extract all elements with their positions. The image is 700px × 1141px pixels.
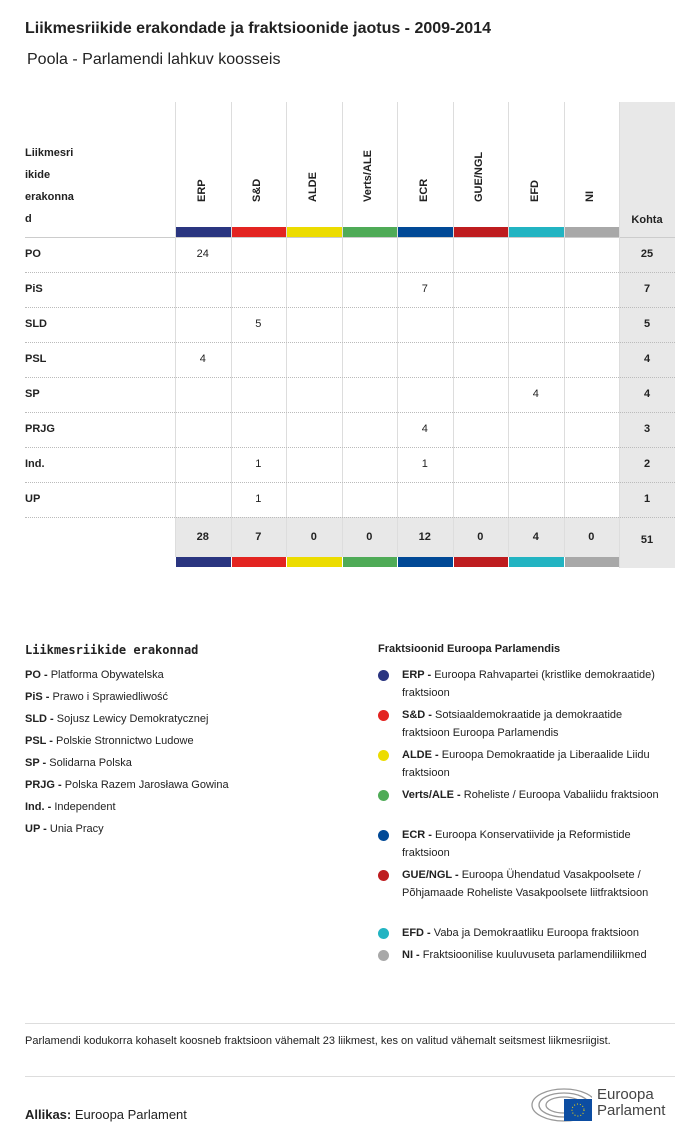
column-total: 0 xyxy=(310,531,317,543)
legend-abbr: ALDE - xyxy=(402,749,439,761)
table-cell: 4 xyxy=(532,388,539,400)
row-party: PRJG xyxy=(25,423,55,435)
legend-party-item xyxy=(25,732,194,750)
grand-total: 51 xyxy=(640,534,654,546)
column-divider xyxy=(286,102,287,557)
legend-name: Polska Razem Jarosława Gowina xyxy=(64,779,229,791)
group-header-2: ALDE xyxy=(306,172,319,202)
table-cell: 1 xyxy=(255,458,262,470)
row-total: 7 xyxy=(643,283,651,295)
legend-abbr: PO - xyxy=(25,669,48,681)
distribution-table xyxy=(25,102,675,568)
column-total: 0 xyxy=(366,531,373,543)
row-header-line: Liikmesri xyxy=(25,147,74,159)
column-total: 12 xyxy=(418,531,431,543)
group-color-dot xyxy=(378,710,389,721)
group-header-4: ECR xyxy=(417,178,430,202)
legend-name: Sojusz Lewicy Demokratycznej xyxy=(56,713,209,725)
legend-groups-title: Fraktsioonid Euroopa Parlamendis xyxy=(378,643,561,655)
legend-name: Euroopa Demokraatide ja Liberaalide Liidu fraktsioon xyxy=(402,749,650,779)
row-total: 5 xyxy=(643,318,651,330)
group-color-bar-bottom xyxy=(398,557,453,567)
legend-name: Polskie Stronnictwo Ludowe xyxy=(55,735,194,747)
table-cell: 5 xyxy=(255,318,262,330)
legend-group-item xyxy=(402,666,672,702)
table-cell: 7 xyxy=(421,283,428,295)
row-divider xyxy=(25,517,675,518)
logo-line-2: Parlament xyxy=(597,1102,666,1119)
column-total: 0 xyxy=(588,531,595,543)
legend-abbr: PiS - xyxy=(25,691,50,703)
table-cell: 24 xyxy=(196,248,209,260)
legend-abbr: ECR - xyxy=(402,829,432,841)
total-header: Kohta xyxy=(631,214,663,226)
row-header-line: d xyxy=(25,213,32,225)
row-divider xyxy=(25,307,675,308)
legend-name: Euroopa Ühendatud Vasakpoolsete / Põhjamaade Roheliste Vasakpoolsete liitfraktsioon xyxy=(402,869,649,899)
group-color-dot xyxy=(378,950,389,961)
legend-name: Euroopa Konservatiivide ja Reformistide fraktsioon xyxy=(402,829,631,859)
legend-abbr: S&D - xyxy=(402,709,432,721)
row-total: 25 xyxy=(640,248,654,260)
column-divider xyxy=(175,102,176,557)
row-total: 1 xyxy=(643,493,651,505)
group-header-0: ERP xyxy=(195,179,208,202)
column-total: 4 xyxy=(532,531,539,543)
row-total: 4 xyxy=(643,353,651,365)
column-divider xyxy=(397,102,398,557)
group-color-bar xyxy=(509,227,564,237)
note: Parlamendi kodukorra kohaselt koosneb fraktsioon vähemalt 23 liikmest, kes on valitud vähemalt seitsmest liikmesriigist. xyxy=(25,1035,611,1047)
legend-name: Roheliste / Euroopa Vabaliidu fraktsioon xyxy=(463,789,659,801)
legend-parties-title: Liikmesriikide erakonnad xyxy=(25,643,199,657)
legend-name: Unia Pracy xyxy=(49,823,104,835)
page-title: Liikmesriikide erakondade ja fraktsioonide jaotus - 2009-2014 xyxy=(25,20,491,37)
row-header-line: erakonna xyxy=(25,191,74,203)
source xyxy=(25,1107,187,1122)
group-header-7: NI xyxy=(584,191,597,202)
row-total: 4 xyxy=(643,388,651,400)
legend-abbr: Verts/ALE - xyxy=(402,789,461,801)
group-color-dot xyxy=(378,790,389,801)
legend-abbr: UP - xyxy=(25,823,47,835)
legend-party-item xyxy=(25,798,116,816)
group-color-bar-bottom xyxy=(287,557,342,567)
legend-abbr: PSL - xyxy=(25,735,53,747)
row-party: PO xyxy=(25,248,41,260)
group-color-dot xyxy=(378,830,389,841)
row-party: Ind. xyxy=(25,458,45,470)
row-party: UP xyxy=(25,493,41,505)
page-subtitle: Poola - Parlamendi lahkuv koosseis xyxy=(27,51,281,68)
source-value: Euroopa Parlament xyxy=(74,1107,187,1122)
row-divider xyxy=(25,412,675,413)
group-color-dot xyxy=(378,670,389,681)
legend-abbr: Ind. - xyxy=(25,801,52,813)
legend-abbr: ERP - xyxy=(402,669,432,681)
row-divider xyxy=(25,447,675,448)
table-cell: 1 xyxy=(255,493,262,505)
table-cell: 4 xyxy=(199,353,206,365)
row-divider xyxy=(25,342,675,343)
column-divider xyxy=(508,102,509,557)
legend-name: Sotsiaaldemokraatide ja demokraatide fraktsioon Euroopa Parlamendis xyxy=(402,709,623,739)
legend-abbr: GUE/NGL - xyxy=(402,869,459,881)
row-party: PiS xyxy=(25,283,43,295)
group-color-bar xyxy=(287,227,342,237)
legend-group-item xyxy=(402,946,672,964)
legend-party-item xyxy=(25,754,132,772)
legend-group-item xyxy=(402,746,672,782)
group-header-5: GUE/NGL xyxy=(473,151,486,202)
row-divider xyxy=(25,272,675,273)
group-header-1: S&D xyxy=(251,178,264,202)
group-color-dot xyxy=(378,928,389,939)
legend-abbr: SP - xyxy=(25,757,47,769)
table-cell: 4 xyxy=(421,423,428,435)
legend-group-item xyxy=(402,866,672,902)
group-color-bar-bottom xyxy=(509,557,564,567)
group-color-bar-bottom xyxy=(343,557,398,567)
group-color-bar xyxy=(176,227,231,237)
column-divider xyxy=(453,102,454,557)
row-total: 2 xyxy=(643,458,651,470)
divider xyxy=(25,1023,675,1024)
legend-party-item xyxy=(25,688,168,706)
source-label: Allikas: xyxy=(25,1107,72,1122)
group-color-bar-bottom xyxy=(176,557,231,567)
column-total: 28 xyxy=(196,531,209,543)
column-total: 7 xyxy=(255,531,262,543)
group-color-bar xyxy=(565,227,620,237)
legend-name: Vaba ja Demokraatliku Euroopa fraktsioon xyxy=(433,927,640,939)
legend-abbr: NI - xyxy=(402,949,420,961)
group-color-bar-bottom xyxy=(454,557,509,567)
header-divider xyxy=(25,237,675,238)
legend-party-item xyxy=(25,710,208,728)
table-cell: 1 xyxy=(421,458,428,470)
group-color-bar xyxy=(232,227,287,237)
group-color-dot xyxy=(378,750,389,761)
legend-name: Prawo i Sprawiedliwość xyxy=(52,691,169,703)
ep-logo xyxy=(530,1085,680,1125)
row-party: PSL xyxy=(25,353,47,365)
row-party: SP xyxy=(25,388,40,400)
legend-abbr: EFD - xyxy=(402,927,431,939)
row-header-line: ikide xyxy=(25,169,51,181)
legend-name: Independent xyxy=(54,801,116,813)
group-color-bar xyxy=(454,227,509,237)
legend-party-item xyxy=(25,820,104,838)
group-header-3: Verts/ALE xyxy=(362,150,375,202)
group-color-dot xyxy=(378,870,389,881)
column-divider xyxy=(564,102,565,557)
legend-name: Solidarna Polska xyxy=(49,757,132,769)
hemicycle-icon xyxy=(530,1085,592,1123)
legend-group-item xyxy=(402,786,672,804)
legend-name: Platforma Obywatelska xyxy=(50,669,164,681)
legend-name: Euroopa Rahvapartei (kristlike demokraatide) fraktsioon xyxy=(402,669,655,699)
group-color-bar xyxy=(343,227,398,237)
legend-party-item xyxy=(25,776,229,794)
column-total: 0 xyxy=(477,531,484,543)
row-divider xyxy=(25,377,675,378)
group-color-bar-bottom xyxy=(232,557,287,567)
group-color-bar xyxy=(398,227,453,237)
legend-name: Fraktsioonilise kuuluvuseta parlamendiliikmed xyxy=(422,949,647,961)
logo-line-1: Euroopa xyxy=(597,1086,654,1103)
column-divider xyxy=(342,102,343,557)
legend-group-item xyxy=(402,706,672,742)
row-total: 3 xyxy=(643,423,651,435)
legend-group-item xyxy=(402,826,672,862)
group-header-6: EFD xyxy=(528,180,541,202)
row-divider xyxy=(25,482,675,483)
legend-abbr: PRJG - xyxy=(25,779,62,791)
legend-party-item xyxy=(25,666,164,684)
divider xyxy=(25,1076,675,1077)
group-color-bar-bottom xyxy=(565,557,620,567)
row-party: SLD xyxy=(25,318,47,330)
legend-abbr: SLD - xyxy=(25,713,54,725)
legend-group-item xyxy=(402,924,672,942)
